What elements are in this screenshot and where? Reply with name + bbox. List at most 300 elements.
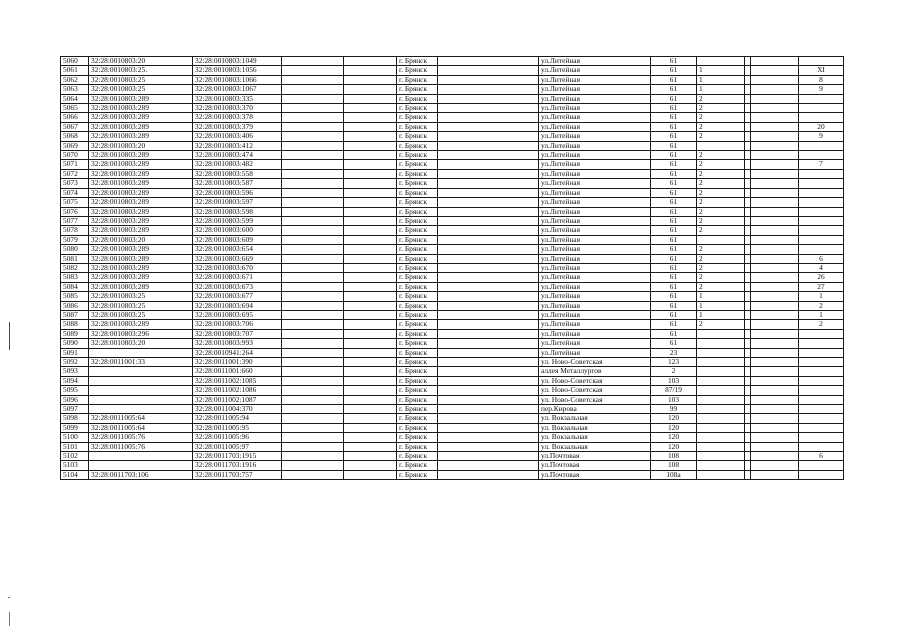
table-row <box>61 348 844 357</box>
table-cell: 32:28:0011001:33 <box>89 358 193 367</box>
table-cell: 32:28:0010803:597 <box>193 198 282 207</box>
table-cell: 32:28:0010803:289 <box>89 169 193 178</box>
table-cell: г. Брянск <box>397 66 438 75</box>
table-cell <box>799 179 844 188</box>
table-cell <box>438 320 539 329</box>
table-cell: 2 <box>697 122 745 131</box>
table-cell: 32:28:0010803:289 <box>89 263 193 272</box>
table-cell: 5103 <box>61 461 89 470</box>
table-cell: ул.Литейная <box>539 207 651 216</box>
table-cell: г. Брянск <box>397 367 438 376</box>
table-cell <box>799 198 844 207</box>
table-cell <box>751 273 799 282</box>
table-cell: 32:28:0010803:20 <box>89 141 193 150</box>
table-cell <box>697 405 745 414</box>
table-cell: 87/19 <box>651 386 697 395</box>
table-cell: 5070 <box>61 151 89 160</box>
table-cell: 32:28:0010803:695 <box>193 310 282 319</box>
table-row <box>61 160 844 169</box>
table-cell <box>438 376 539 385</box>
table-cell: 6 <box>799 452 844 461</box>
table-cell <box>438 405 539 414</box>
table-row <box>61 263 844 272</box>
table-cell <box>799 433 844 442</box>
table-cell: г. Брянск <box>397 320 438 329</box>
table-row <box>61 57 844 66</box>
table-cell: 2 <box>799 320 844 329</box>
table-cell: ул.Литейная <box>539 273 651 282</box>
table-cell <box>751 188 799 197</box>
table-cell: 1 <box>697 292 745 301</box>
table-cell <box>344 216 397 225</box>
table-cell: 2 <box>697 169 745 178</box>
table-cell <box>751 301 799 310</box>
table-cell <box>89 386 193 395</box>
table-cell: ул.Литейная <box>539 320 651 329</box>
table-cell: 61 <box>651 141 697 150</box>
table-cell: 2 <box>697 254 745 263</box>
table-cell <box>799 94 844 103</box>
table-cell <box>438 386 539 395</box>
table-cell: 1 <box>799 310 844 319</box>
table-cell <box>697 376 745 385</box>
table-cell <box>438 94 539 103</box>
table-cell: г. Брянск <box>397 452 438 461</box>
table-cell: 61 <box>651 273 697 282</box>
table-row <box>61 198 844 207</box>
table-cell <box>799 216 844 225</box>
table-cell: г. Брянск <box>397 386 438 395</box>
table-cell: 32:28:0010803:289 <box>89 151 193 160</box>
table-cell <box>344 113 397 122</box>
table-cell <box>89 376 193 385</box>
table-cell: 61 <box>651 254 697 263</box>
table-cell <box>344 66 397 75</box>
table-cell: 120 <box>651 414 697 423</box>
table-cell <box>697 433 745 442</box>
table-cell: 32:28:0010803:694 <box>193 301 282 310</box>
table-cell: 32:28:0010803:406 <box>193 132 282 141</box>
table-cell <box>751 122 799 131</box>
table-cell: г. Брянск <box>397 85 438 94</box>
table-cell <box>438 104 539 113</box>
table-cell: г. Брянск <box>397 395 438 404</box>
table-cell: ул.Почтовая <box>539 461 651 470</box>
table-cell: 32:28:0011005:76 <box>89 442 193 451</box>
table-cell <box>751 339 799 348</box>
table-cell: 5092 <box>61 358 89 367</box>
table-cell: 103 <box>651 395 697 404</box>
table-cell <box>344 292 397 301</box>
table-cell: ул.Почтовая <box>539 452 651 461</box>
table-cell: 5099 <box>61 423 89 432</box>
table-cell <box>751 207 799 216</box>
table-row <box>61 151 844 160</box>
table-cell: 5083 <box>61 273 89 282</box>
table-cell <box>89 452 193 461</box>
table-cell <box>751 254 799 263</box>
table-cell <box>697 386 745 395</box>
table-row <box>61 358 844 367</box>
table-cell <box>344 85 397 94</box>
table-cell <box>282 320 344 329</box>
table-cell: 61 <box>651 226 697 235</box>
table-cell: г. Брянск <box>397 132 438 141</box>
table-cell <box>344 141 397 150</box>
table-cell: 32:28:0010803:289 <box>89 122 193 131</box>
table-cell: 61 <box>651 301 697 310</box>
table-row <box>61 273 844 282</box>
table-cell: 2 <box>697 198 745 207</box>
table-cell <box>282 358 344 367</box>
table-cell: 32:28:0011703:1916 <box>193 461 282 470</box>
table-cell <box>438 282 539 291</box>
table-cell: 2 <box>651 367 697 376</box>
table-cell <box>282 226 344 235</box>
table-cell <box>799 207 844 216</box>
table-cell <box>344 358 397 367</box>
table-cell <box>751 470 799 479</box>
table-cell <box>344 57 397 66</box>
table-cell <box>799 367 844 376</box>
table-cell: 5084 <box>61 282 89 291</box>
table-cell: 2 <box>697 282 745 291</box>
table-cell <box>344 348 397 357</box>
table-cell: 5077 <box>61 216 89 225</box>
table-cell: г. Брянск <box>397 310 438 319</box>
table-cell <box>282 433 344 442</box>
table-cell <box>282 470 344 479</box>
table-cell <box>438 461 539 470</box>
table-cell <box>799 245 844 254</box>
table-cell <box>344 198 397 207</box>
table-cell <box>344 320 397 329</box>
table-cell <box>751 386 799 395</box>
table-cell: ул.Литейная <box>539 339 651 348</box>
table-cell: ул.Литейная <box>539 198 651 207</box>
table-row <box>61 226 844 235</box>
table-cell <box>282 198 344 207</box>
table-row <box>61 405 844 414</box>
table-cell <box>799 151 844 160</box>
table-cell: 32:28:0010803:1066 <box>193 75 282 84</box>
table-cell <box>751 282 799 291</box>
table-cell <box>751 113 799 122</box>
table-cell: 5095 <box>61 386 89 395</box>
table-cell: г. Брянск <box>397 339 438 348</box>
table-cell <box>697 57 745 66</box>
table-cell: 32:28:0010803:289 <box>89 226 193 235</box>
table-cell <box>751 461 799 470</box>
table-cell <box>282 405 344 414</box>
table-cell: 32:28:0010803:289 <box>89 207 193 216</box>
table-cell <box>438 442 539 451</box>
table-cell <box>799 348 844 357</box>
table-cell <box>282 216 344 225</box>
table-cell: 61 <box>651 179 697 188</box>
table-cell: 123 <box>651 358 697 367</box>
table-cell <box>751 310 799 319</box>
table-cell <box>89 395 193 404</box>
table-cell: 32:28:0010803:25 <box>89 292 193 301</box>
table-cell: 32:28:0010803:25 <box>89 85 193 94</box>
table-cell: 4 <box>799 263 844 272</box>
table-cell <box>282 414 344 423</box>
table-cell: ул. Ново-Советская <box>539 386 651 395</box>
table-cell <box>799 329 844 338</box>
table-cell: ул.Литейная <box>539 282 651 291</box>
table-cell: 61 <box>651 310 697 319</box>
table-cell <box>438 151 539 160</box>
table-cell: ул. Ново-Советская <box>539 376 651 385</box>
table-cell <box>438 113 539 122</box>
table-cell: 5102 <box>61 452 89 461</box>
table-cell <box>751 329 799 338</box>
table-cell: 9 <box>799 132 844 141</box>
table-cell: г. Брянск <box>397 235 438 244</box>
table-cell: 32:28:0010803:993 <box>193 339 282 348</box>
table-cell <box>282 94 344 103</box>
table-cell: 61 <box>651 320 697 329</box>
table-cell: г. Брянск <box>397 226 438 235</box>
table-cell: 32:28:0010803:289 <box>89 282 193 291</box>
table-cell <box>344 282 397 291</box>
table-cell <box>751 423 799 432</box>
table-cell <box>282 179 344 188</box>
table-cell: 61 <box>651 329 697 338</box>
table-cell <box>751 405 799 414</box>
table-cell <box>89 461 193 470</box>
table-cell: 32:28:0011005:64 <box>89 423 193 432</box>
table-cell: 32:28:0011002:1087 <box>193 395 282 404</box>
table-cell: 32:28:0011005:76 <box>89 433 193 442</box>
table-cell <box>282 329 344 338</box>
table-cell: 2 <box>697 113 745 122</box>
table-cell <box>799 376 844 385</box>
table-cell <box>438 226 539 235</box>
table-cell <box>344 151 397 160</box>
table-cell <box>344 235 397 244</box>
table-cell <box>751 442 799 451</box>
table-row <box>61 245 844 254</box>
table-cell: 32:28:0010803:25. <box>89 66 193 75</box>
table-row <box>61 329 844 338</box>
table-cell: 26 <box>799 273 844 282</box>
table-cell <box>697 452 745 461</box>
table-cell: г. Брянск <box>397 160 438 169</box>
table-cell: г. Брянск <box>397 263 438 272</box>
table-cell: 5072 <box>61 169 89 178</box>
table-cell <box>344 169 397 178</box>
table-cell: 5089 <box>61 329 89 338</box>
table-cell: 32:28:0010803:20 <box>89 339 193 348</box>
table-row <box>61 122 844 131</box>
table-cell <box>438 207 539 216</box>
table-cell: г. Брянск <box>397 273 438 282</box>
table-cell <box>697 461 745 470</box>
table-cell: г. Брянск <box>397 179 438 188</box>
table-row <box>61 216 844 225</box>
table-cell <box>438 179 539 188</box>
table-cell: ул.Литейная <box>539 263 651 272</box>
table-cell: 5069 <box>61 141 89 150</box>
table-cell: 32:28:0010803:599 <box>193 216 282 225</box>
table-row <box>61 292 844 301</box>
table-cell: г. Брянск <box>397 470 438 479</box>
table-cell: 5078 <box>61 226 89 235</box>
table-cell <box>799 423 844 432</box>
table-cell: 61 <box>651 207 697 216</box>
table-cell <box>438 235 539 244</box>
table-cell <box>799 461 844 470</box>
table-cell: 1 <box>697 301 745 310</box>
table-cell <box>751 414 799 423</box>
table-cell: 32:28:0010803:654 <box>193 245 282 254</box>
table-cell: 32:28:0010803:289 <box>89 179 193 188</box>
table-cell <box>438 367 539 376</box>
table-cell: ул.Литейная <box>539 329 651 338</box>
table-cell: ул.Литейная <box>539 132 651 141</box>
table-cell: 2 <box>697 151 745 160</box>
table-cell: 32:28:0010803:25 <box>89 310 193 319</box>
table-cell: 61 <box>651 57 697 66</box>
table-cell: ул.Почтовая <box>539 470 651 479</box>
table-cell <box>799 141 844 150</box>
table-cell: ул.Литейная <box>539 113 651 122</box>
table-cell: 61 <box>651 151 697 160</box>
table-cell <box>282 254 344 263</box>
table-cell: ул.Литейная <box>539 57 651 66</box>
table-cell <box>344 179 397 188</box>
table-cell <box>344 188 397 197</box>
table-cell: г. Брянск <box>397 414 438 423</box>
table-cell <box>282 245 344 254</box>
table-cell <box>438 452 539 461</box>
table-cell <box>344 376 397 385</box>
table-cell: 32:28:0011005:94 <box>193 414 282 423</box>
table-cell: г. Брянск <box>397 75 438 84</box>
table-cell: ул. Вокзальная <box>539 414 651 423</box>
table-row <box>61 179 844 188</box>
table-cell: 5082 <box>61 263 89 272</box>
table-cell <box>751 169 799 178</box>
table-cell <box>282 263 344 272</box>
table-row <box>61 433 844 442</box>
table-cell: ул. Вокзальная <box>539 423 651 432</box>
table-cell <box>697 442 745 451</box>
table-cell: 108 <box>651 461 697 470</box>
table-cell <box>89 367 193 376</box>
table-cell <box>438 263 539 272</box>
table-cell: г. Брянск <box>397 104 438 113</box>
table-cell: 32:28:0010803:412 <box>193 141 282 150</box>
table-cell: 61 <box>651 188 697 197</box>
table-cell <box>751 198 799 207</box>
table-cell <box>751 395 799 404</box>
table-cell <box>751 66 799 75</box>
table-cell: г. Брянск <box>397 423 438 432</box>
table-cell <box>344 226 397 235</box>
table-cell <box>799 188 844 197</box>
property-register-table <box>60 56 844 480</box>
table-cell: 32:28:0010803:296 <box>89 329 193 338</box>
table-row <box>61 66 844 75</box>
table-cell <box>799 414 844 423</box>
table-cell: 32:28:0010803:1067 <box>193 85 282 94</box>
table-cell: ул.Литейная <box>539 254 651 263</box>
table-cell <box>344 386 397 395</box>
table-cell <box>751 433 799 442</box>
table-cell: 61 <box>651 66 697 75</box>
table-cell <box>438 160 539 169</box>
table-cell: г. Брянск <box>397 433 438 442</box>
table-cell <box>751 216 799 225</box>
table-cell <box>751 226 799 235</box>
table-cell: 2 <box>697 160 745 169</box>
table-row <box>61 188 844 197</box>
table-cell: ул.Литейная <box>539 292 651 301</box>
table-cell <box>282 57 344 66</box>
table-row <box>61 376 844 385</box>
table-cell <box>344 367 397 376</box>
table-cell <box>344 414 397 423</box>
table-cell <box>344 395 397 404</box>
table-cell: 32:28:0010803:370 <box>193 104 282 113</box>
table-cell: 61 <box>651 263 697 272</box>
table-cell <box>751 452 799 461</box>
table-cell: 32:28:0010803:379 <box>193 122 282 131</box>
table-cell: г. Брянск <box>397 329 438 338</box>
table-cell: г. Брянск <box>397 405 438 414</box>
table-cell <box>282 151 344 160</box>
table-cell: 5065 <box>61 104 89 113</box>
table-cell: г. Брянск <box>397 141 438 150</box>
table-cell: 5080 <box>61 245 89 254</box>
table-cell: 32:28:0010803:600 <box>193 226 282 235</box>
table-cell: ул.Литейная <box>539 85 651 94</box>
table-cell: г. Брянск <box>397 122 438 131</box>
table-cell <box>438 122 539 131</box>
table-cell: 61 <box>651 132 697 141</box>
table-cell <box>344 207 397 216</box>
table-cell <box>751 179 799 188</box>
table-cell <box>282 66 344 75</box>
table-cell <box>438 470 539 479</box>
table-cell <box>799 405 844 414</box>
table-cell <box>438 75 539 84</box>
table-cell <box>438 395 539 404</box>
table-cell <box>751 263 799 272</box>
table-cell <box>751 75 799 84</box>
table-cell <box>282 207 344 216</box>
table-cell <box>751 245 799 254</box>
table-cell <box>697 395 745 404</box>
scan-mark <box>8 597 10 598</box>
table-cell: 5096 <box>61 395 89 404</box>
table-cell: г. Брянск <box>397 292 438 301</box>
table-cell: ул.Литейная <box>539 151 651 160</box>
table-cell: 1 <box>697 75 745 84</box>
table-cell: 32:28:0010803:289 <box>89 132 193 141</box>
table-cell: ул.Литейная <box>539 94 651 103</box>
table-cell: 32:28:0011005:64 <box>89 414 193 423</box>
table-row <box>61 367 844 376</box>
table-row <box>61 452 844 461</box>
table-cell <box>282 423 344 432</box>
table-cell: 32:28:0010941:264 <box>193 348 282 357</box>
table-cell: 99 <box>651 405 697 414</box>
table-cell: г. Брянск <box>397 169 438 178</box>
